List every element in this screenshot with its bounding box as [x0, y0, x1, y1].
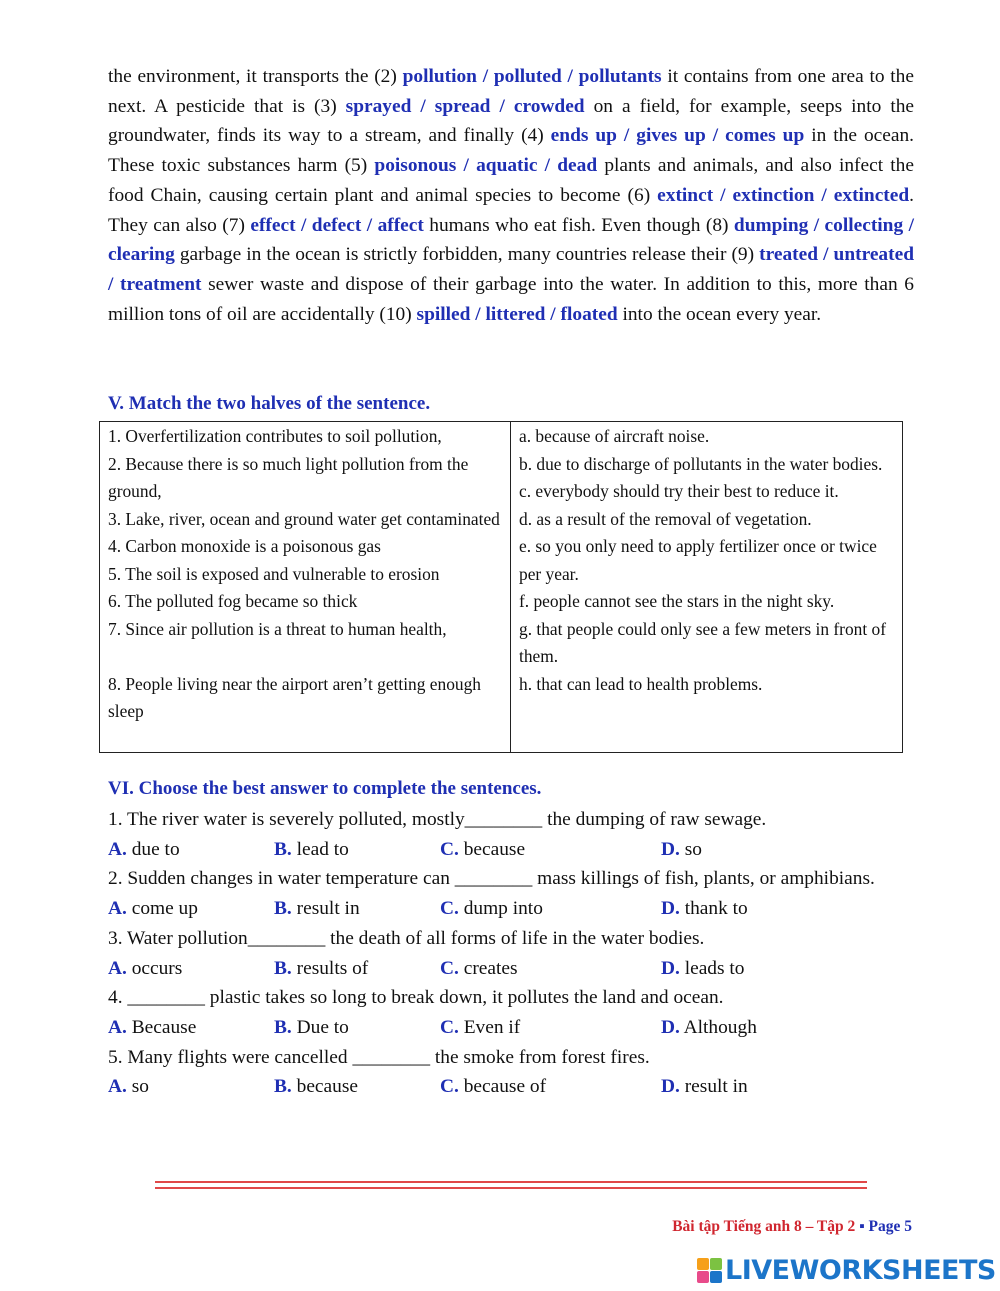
answer-options[interactable]: effect / defect / affect	[250, 214, 424, 236]
option-letter: D.	[661, 838, 680, 860]
option-text: so	[679, 838, 702, 860]
passage-segment: garbage in the ocean is strictly forbidden, many countries release their (9)	[174, 244, 760, 266]
option-letter: D.	[661, 957, 680, 979]
match-right-item: b. due to discharge of pollutants in the water bodies.	[519, 453, 883, 474]
answer-options-row	[108, 954, 914, 984]
answer-option[interactable]	[661, 954, 744, 984]
answer-options[interactable]: ends up / gives up / comes up	[550, 125, 805, 147]
logo-square	[710, 1258, 722, 1270]
option-text: due to	[126, 838, 180, 860]
answer-options[interactable]: pollution / polluted / pollutants	[402, 66, 662, 87]
page-footer	[672, 1218, 912, 1236]
option-text: come up	[126, 898, 198, 920]
logo-square	[697, 1258, 709, 1270]
option-letter: A.	[108, 1076, 127, 1098]
passage-segment: sewer waste and dispose of their garbage into the water. In addition to this, more than 6 million tons of oil are accidentally (10)	[108, 273, 914, 325]
answer-option[interactable]	[274, 835, 440, 865]
match-left-item: 6. The polluted fog became so thick	[108, 591, 358, 611]
match-left-item: 1. Overfertilization contributes to soil pollution,	[108, 426, 442, 446]
liveworksheets-logo	[697, 1255, 996, 1286]
match-left-item: 5. The soil is exposed and vulnerable to erosion	[108, 563, 440, 584]
option-letter: A.	[108, 898, 127, 920]
passage-text	[108, 62, 914, 329]
option-letter: C.	[440, 1076, 459, 1098]
option-letter: B.	[274, 898, 292, 920]
logo-square	[697, 1271, 709, 1283]
answer-options[interactable]: treated / untreated / treatment	[108, 244, 914, 295]
option-letter: D.	[661, 898, 680, 920]
match-left-item: 3. Lake, river, ocean and ground water get contaminated	[108, 508, 500, 529]
option-letter: B.	[274, 1016, 292, 1038]
question-text: 4. ________ plastic takes so long to break down, it pollutes the land and ocean.	[108, 987, 724, 1009]
answer-option[interactable]	[108, 894, 274, 924]
option-text: Due to	[291, 1016, 349, 1038]
matching-table	[99, 421, 903, 753]
option-letter: C.	[440, 1016, 459, 1038]
answer-option[interactable]	[440, 954, 661, 984]
match-right-item: g. that people could only see a few meters in front of them.	[519, 618, 887, 666]
match-left-item: 4. Carbon monoxide is a poisonous gas	[108, 536, 381, 556]
option-text: result in	[679, 1076, 748, 1098]
answer-options-row	[108, 835, 914, 865]
option-text: creates	[458, 957, 518, 979]
option-text: thank to	[679, 898, 748, 920]
option-text: occurs	[126, 957, 183, 979]
answer-option[interactable]	[274, 1013, 440, 1043]
option-letter: A.	[108, 957, 127, 979]
option-text: because of	[458, 1076, 547, 1098]
answer-option[interactable]	[661, 894, 748, 924]
answer-option[interactable]	[440, 1072, 661, 1102]
match-right-item: f. people cannot see the stars in the night sky.	[519, 591, 835, 611]
match-left-item: 7. Since air pollution is a threat to human health,	[108, 618, 447, 639]
page-number: Page 5	[868, 1218, 912, 1235]
passage-segment: . They can also (7)	[108, 184, 915, 236]
option-letter: A.	[108, 838, 127, 860]
answer-option[interactable]	[661, 835, 702, 865]
passage-segment: plants and animals, and also infect the food Chain, causing certain plant and animal species to become (6)	[108, 155, 914, 206]
answer-options[interactable]: spilled / littered / floated	[416, 303, 618, 325]
match-left-item: 2. Because there is so much light pollution from the ground,	[108, 453, 469, 501]
passage-segment: into the ocean every year.	[617, 303, 822, 325]
multiple-choice-section	[108, 805, 914, 1102]
answer-option[interactable]	[440, 894, 661, 924]
option-text: result in	[291, 898, 360, 920]
question-text: 2. Sudden changes in water temperature can ________ mass killings of fish, plants, or amphibians.	[108, 868, 875, 890]
question-text: 3. Water pollution________ the death of all forms of life in the water bodies.	[108, 927, 705, 949]
answer-option[interactable]	[661, 1013, 757, 1043]
option-text: lead to	[291, 838, 349, 860]
passage-segment: in the ocean. These toxic substances harm (5)	[108, 125, 915, 177]
passage	[108, 62, 914, 329]
question-text: 5. Many flights were cancelled ________ the smoke from forest fires.	[108, 1046, 650, 1068]
answer-option[interactable]	[108, 1072, 274, 1102]
logo-icon	[697, 1258, 722, 1283]
answer-options[interactable]: poisonous / aquatic / dead	[374, 155, 598, 177]
option-letter: D.	[661, 1016, 680, 1038]
logo-square	[710, 1271, 722, 1283]
answer-options[interactable]: extinct / extinction / extincted	[657, 184, 910, 206]
matching-right-column	[511, 422, 902, 752]
option-text: dump into	[458, 898, 543, 920]
logo-text: LIVEWORKSHEETS	[725, 1255, 996, 1286]
option-text: Because	[126, 1016, 197, 1038]
option-text: so	[126, 1076, 149, 1098]
answer-option[interactable]	[274, 1072, 440, 1102]
option-letter: C.	[440, 957, 459, 979]
answer-option[interactable]	[108, 1013, 274, 1043]
footer-divider	[155, 1181, 867, 1189]
footer-bullet: ▪	[859, 1218, 865, 1235]
answer-option[interactable]	[274, 954, 440, 984]
option-text: Although	[679, 1016, 757, 1038]
section-5-heading: V. Match the two halves of the sentence.	[108, 393, 431, 414]
match-right-item: a. because of aircraft noise.	[519, 426, 710, 446]
answer-options-row	[108, 894, 914, 924]
option-text: Even if	[458, 1016, 521, 1038]
passage-segment: it contains from one area to the next. A pesticide that is (3)	[108, 66, 914, 117]
answer-options-row	[108, 1072, 914, 1102]
option-text: leads to	[679, 957, 745, 979]
question-text: 1. The river water is severely polluted, mostly________ the dumping of raw sewage.	[108, 809, 767, 830]
match-right-item: c. everybody should try their best to reduce it.	[519, 481, 839, 501]
option-letter: B.	[274, 838, 292, 860]
answer-option[interactable]	[661, 1072, 748, 1102]
answer-options-row	[108, 1013, 914, 1043]
match-left-item: 8. People living near the airport aren’t getting enough sleep	[108, 673, 481, 721]
option-letter: D.	[661, 1076, 680, 1098]
match-right-item: d. as a result of the removal of vegetation.	[519, 508, 812, 529]
answer-option[interactable]	[108, 835, 274, 865]
option-letter: C.	[440, 898, 459, 920]
passage-segment: the environment, it transports the (2)	[108, 66, 403, 87]
answer-option[interactable]	[274, 894, 440, 924]
option-text: because	[291, 1076, 358, 1098]
passage-segment: humans who eat fish. Even though (8)	[423, 214, 734, 236]
book-title: Bài tập Tiếng anh 8 – Tập 2	[672, 1218, 856, 1235]
matching-left-column	[100, 422, 511, 752]
section-6-heading: VI. Choose the best answer to complete the sentences.	[108, 778, 542, 799]
option-letter: A.	[108, 1016, 127, 1038]
option-letter: C.	[440, 838, 459, 860]
option-text: because	[458, 838, 526, 860]
answer-option[interactable]	[440, 835, 661, 865]
option-text: results of	[291, 957, 369, 979]
answer-options[interactable]: sprayed / spread / crowded	[345, 95, 585, 117]
match-right-item: h. that can lead to health problems.	[519, 673, 763, 694]
option-letter: B.	[274, 1076, 292, 1098]
match-right-item: e. so you only need to apply fertilizer once or twice per year.	[519, 536, 877, 584]
answer-option[interactable]	[108, 954, 274, 984]
answer-options[interactable]: dumping / collecting / clearing	[108, 214, 914, 266]
passage-segment: on a field, for example, seeps into the groundwater, finds its way to a stream, and finally (4)	[108, 95, 915, 147]
answer-option[interactable]	[440, 1013, 661, 1043]
option-letter: B.	[274, 957, 292, 979]
